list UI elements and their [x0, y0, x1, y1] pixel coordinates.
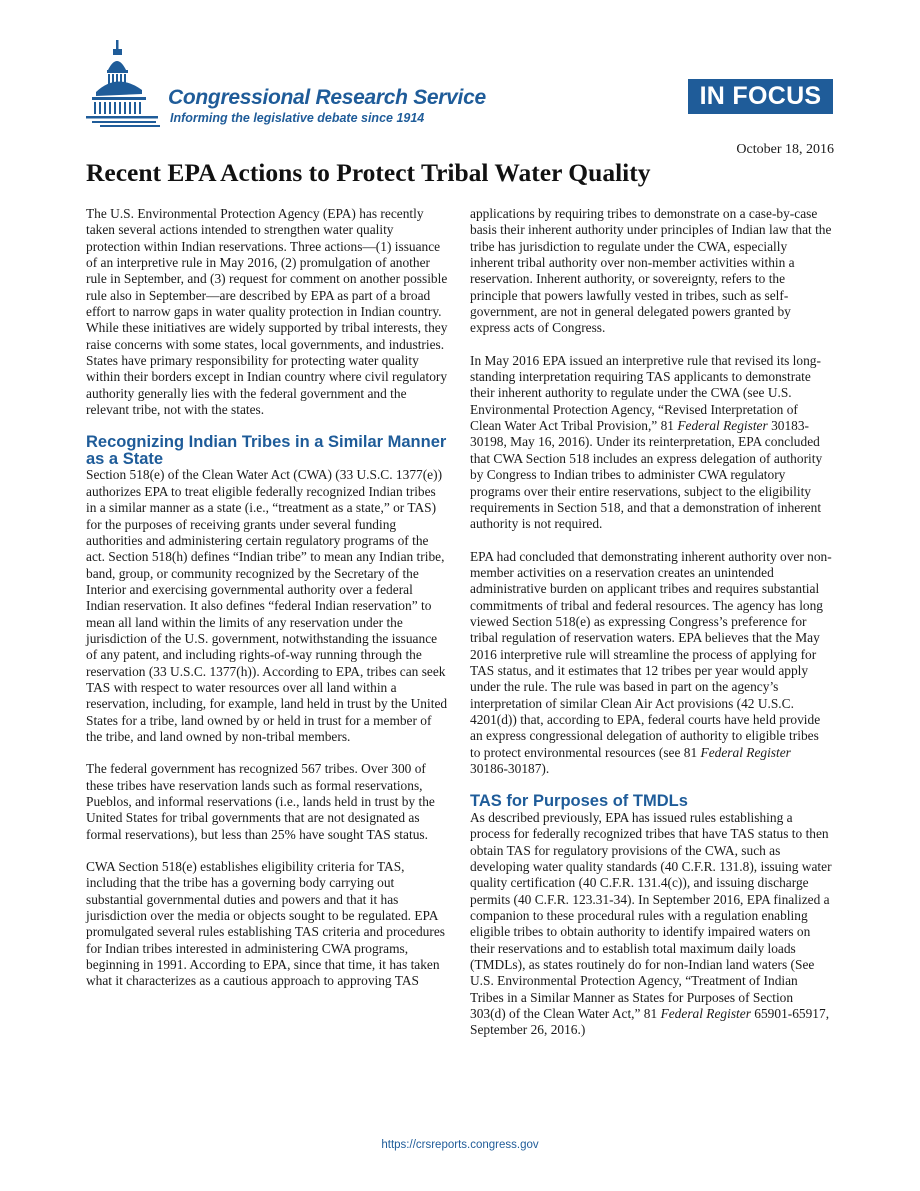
- section-heading-tas-tmdls: TAS for Purposes of TMDLs: [470, 792, 688, 811]
- brand-name: Congressional Research Service: [168, 86, 486, 109]
- in-focus-badge: IN FOCUS: [688, 79, 833, 114]
- paragraph-administrative-burden: EPA had concluded that demonstrating inherent authority over non-member activities on a reservation creates an unintended administrative burden on applicant tribes and requires substantial commitments of tribal and federal resources. The agency has long viewed Section 518(e) as expressing Congress’s preference for tribal regulation of reservation waters. EPA believes that the May 2016 interpretive rule will streamline the process of applying for TAS status, and it estimates that 12 tribes per year would apply under the rule. The rule was based in part on the agency’s interpretation of similar Clean Air Act provisions (42 U.S.C. 4201(d)) that, according to EPA, federal courts have held provide an express congressional delegation of authority to eligible tribes to protect environmental resources (see 81 Federal Register 30186-30187).: [470, 548, 832, 776]
- brand-tagline: Informing the legislative debate since 1914: [170, 111, 425, 125]
- paragraph-recognized-tribes: The federal government has recognized 567 tribes. Over 300 of these tribes have reservation lands such as formal reservations, Pueblos, and informal reservations (i.e., lands held in trust by the United States for tribal governments that are not designated as formal reservations), but less than 25% have sought TAS status.: [86, 761, 435, 842]
- paragraph-tmdl-rule: As described previously, EPA has issued rules establishing a process for federally recognized tribes that have TAS status to then obtain TAS for regulatory provisions of the CWA, such as developing water quality standards (40 C.F.R. 131.8), issuing water quality certification (40 C.F.R. 131.4(c)), and issuing discharge permits (40 C.F.R. 123.31-34). In September 2016, EPA finalized a companion to these procedural rules with a regulation enabling eligible tribes to obtain authority to identify impaired waters on their reservations and to establish total maximum daily loads (TMDLs), as states routinely do for non-Indian land waters (See U.S. Environmental Protection Agency, “Treatment of Indian Tribes in a Similar Manner as States for Purposes of Section 303(d) of the Clean Water Act,” 81 Federal Register 65901-65917, September 26, 2016.): [470, 809, 832, 1038]
- paragraph-section-518: Section 518(e) of the Clean Water Act (CWA) (33 U.S.C. 1377(e)) authorizes EPA to treat eligible federally recognized Indian tribes in a similar manner as a state (i.e., “treatment as a state,” or TAS) for the purposes of receiving grants under several funding authorities and administering certain regulatory programs of the act. Section 518(h) defines “Indian tribe” to mean any Indian tribe, band, group, or community recognized by the Secretary of the Interior and exercising governmental authority over a federal Indian reservation. It also defines “federal Indian reservation” to mean all land within the limits of any reservation under the jurisdiction of the U.S. government, notwithstanding the issuance of any patent, and including rights-of-way running through the reservation (33 U.S.C. 1377(h)). According to EPA, tribes can seek TAS with respect to water resources over all land within a reservation, including, for example, land held in trust by the United States for a tribe, land owned by or held in trust for a member of the tribe, and land owned by non-tribal members.: [86, 467, 448, 744]
- intro-paragraph: The U.S. Environmental Protection Agency (EPA) has recently taken several actions intended to strengthen water quality protection within Indian reservations. Three actions—(1) issuance of an interpretive rule in May 2016, (2) promulgation of another rule in September, and (3) request for comment on another possible rule also in September—are described by EPA as part of a broad effort to narrow gaps in water quality protection in Indian country. While these initiatives are widely supported by tribal interests, they raise concerns with some states, local governments, and industries. States have primary responsibility for protecting water quality within their borders except in Indian country where civil regulatory authority generally lies with the federal government and the relevant tribe, not with the states.: [86, 206, 448, 418]
- crs-reports-link[interactable]: https://crsreports.congress.gov: [381, 1139, 539, 1151]
- page-title: Recent EPA Actions to Protect Tribal Water Quality: [86, 158, 651, 187]
- capitol-dome-icon: [86, 40, 162, 128]
- publication-date: October 18, 2016: [736, 142, 834, 157]
- section-heading-recognizing-tribes: Recognizing Indian Tribes in a Similar Manner as a State: [86, 433, 447, 468]
- paragraph-inherent-authority: applications by requiring tribes to demonstrate on a case-by-case basis their inherent authority under principles of Indian law that the tribe has jurisdiction to regulate under the CWA, especially inherent tribal authority over non-member activities within a reservation. Inherent authority, or sovereignty, refers to the principle that powers lawfully vested in tribes, such as self-government, are not in general delegated powers granted by express acts of Congress.: [470, 206, 832, 336]
- paragraph-eligibility-criteria: CWA Section 518(e) establishes eligibility criteria for TAS, including that the tribe has a governing body carrying out substantial governmental duties and powers and that it has jurisdiction over the media or objects sought to be regulated. EPA promulgated several rules establishing TAS criteria and procedures for Indian tribes interested in administering CWA programs, beginning in 1991. According to EPA, since that time, it has taken what it characterizes as a cautious approach to approving TAS: [86, 859, 445, 989]
- paragraph-interpretive-rule: In May 2016 EPA issued an interpretive rule that revised its long-standing interpretation requiring TAS applicants to demonstrate their inherent authority to regulate under the CWA (see U.S. Environmental Protection Agency, “Revised Interpretation of Clean Water Act Tribal Provision,” 81 Federal Register 30183-30198, May 16, 2016). Under its reinterpretation, EPA concluded that CWA Section 518 includes an express delegation of authority by Congress to Indian tribes to administer CWA regulatory programs over their entire reservations, subject to the eligibility requirements in Section 518, and that a demonstration of inherent authority is not required.: [470, 352, 823, 532]
- left-column: [86, 206, 448, 1006]
- footer: [0, 1139, 920, 1151]
- header: [0, 0, 920, 157]
- right-column: [470, 206, 832, 1055]
